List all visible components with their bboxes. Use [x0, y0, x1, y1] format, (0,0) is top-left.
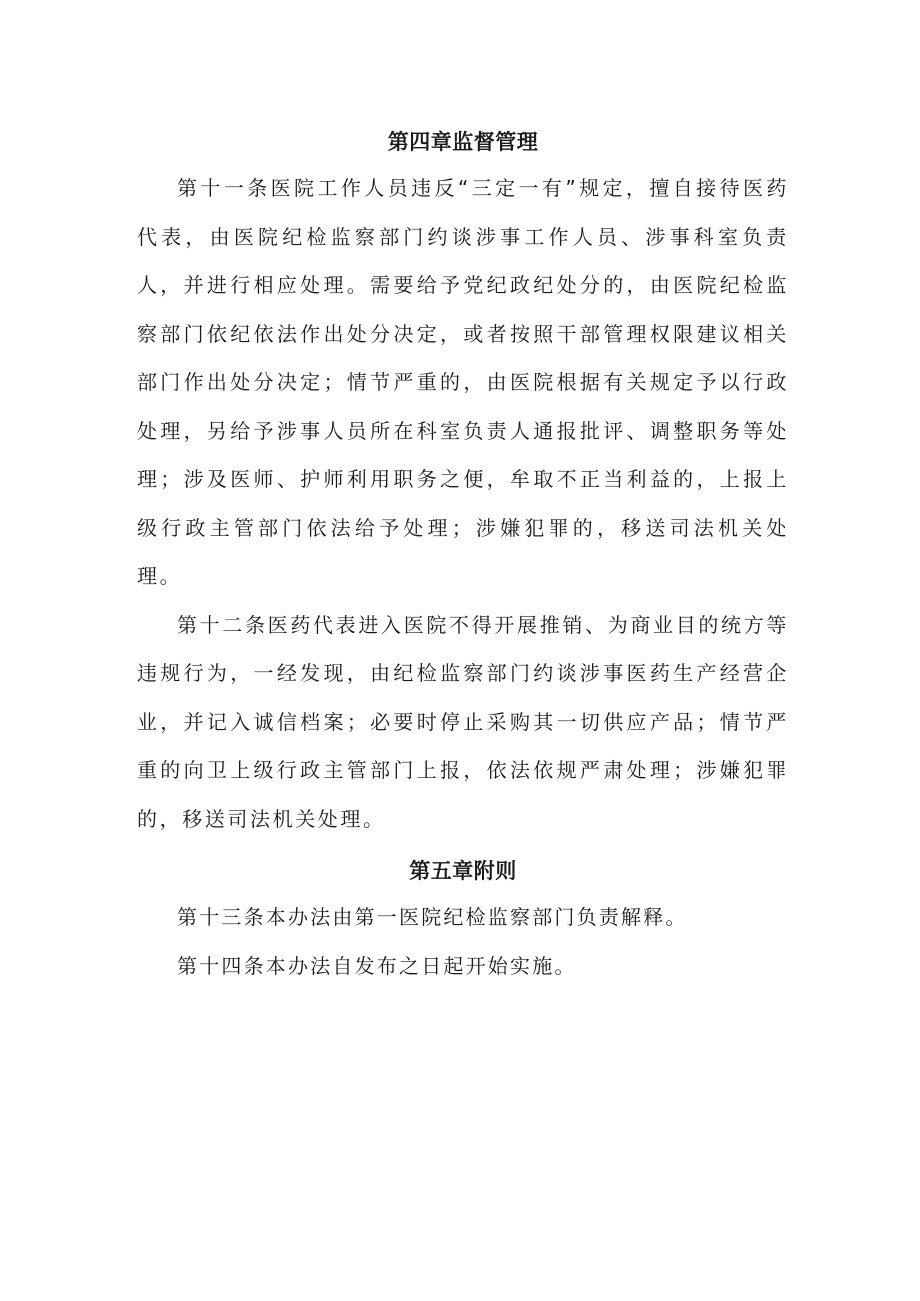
- chapter-4-heading: 第四章监督管理: [387, 130, 539, 154]
- document-body: [137, 120, 789, 990]
- article-13-paragraph: 第十三条本办法由第一医院纪检监察部门负责解释。: [177, 905, 688, 929]
- chapter-5-heading: 第五章附则: [409, 859, 517, 883]
- article-11-paragraph: 第十一条医院工作人员违反“三定一有”规定，擅自接待医药代表，由医院纪检监察部门约谈涉事工作人员、涉事科室负责人，并进行相应处理。需要给予党纪政纪处分的，由医院纪检监察部门依纪依法作出处分决定，或者按照干部管理权限建议相关部门作出处分决定；情节严重的，由医院根据有关规定予以行政处理，另给予涉事人员所在科室负责人通报批评、调整职务等处理；涉及医师、护师利用职务之便，牟取不正当利益的，上报上级行政主管部门依法给予处理；涉嫌犯罪的，移送司法机关处理。: [137, 176, 789, 588]
- article-14-paragraph: 第十四条本办法自发布之日起开始实施。: [177, 953, 577, 978]
- article-12-paragraph: 第十二条医药代表进入医院不得开展推销、为商业目的统方等违规行为，一经发现，由纪检监察部门约谈涉事医药生产经营企业，并记入诚信档案；必要时停止采购其一切供应产品；情节严重的向卫上级行政主管部门上报，依法依规严肃处理；涉嫌犯罪的，移送司法机关处理。: [137, 612, 789, 831]
